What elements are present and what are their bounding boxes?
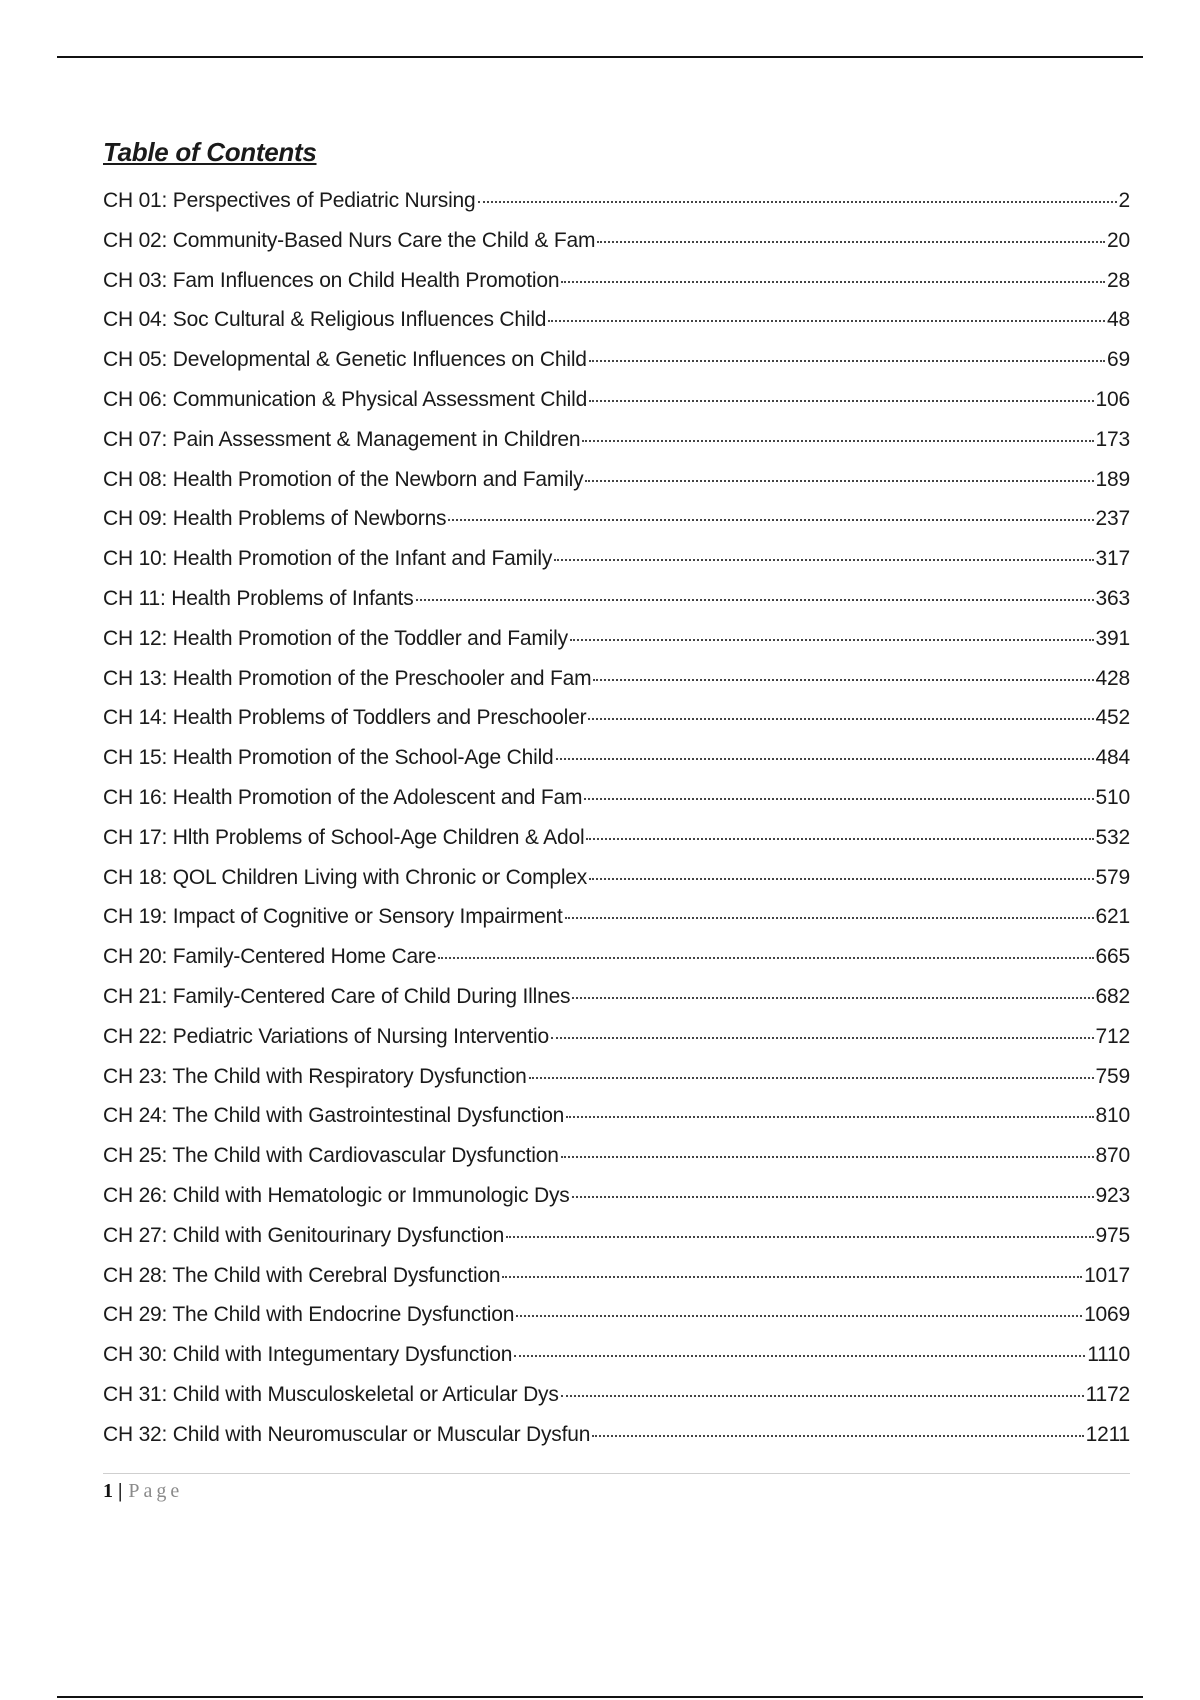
toc-dot-leader [516,1315,1082,1317]
toc-entry[interactable] [103,905,1130,945]
toc-entry-page-number: 106 [1095,387,1130,411]
toc-dot-leader [584,798,1093,800]
toc-entry-label: CH 11: Health Problems of Infants [103,586,414,610]
toc-entry-label: CH 29: The Child with Endocrine Dysfunction [103,1303,515,1327]
toc-entry[interactable] [103,1025,1130,1065]
toc-dot-leader [586,838,1093,840]
toc-entry[interactable] [103,627,1130,667]
toc-entry-label: CH 12: Health Promotion of the Toddler and Family [103,626,568,650]
toc-entry-label: CH 19: Impact of Cognitive or Sensory Impairment [103,905,563,929]
toc-entry[interactable] [103,1224,1130,1264]
toc-entry-label: CH 22: Pediatric Variations of Nursing Interventio [103,1024,549,1048]
toc-entry-page-number: 510 [1095,785,1130,809]
toc-dot-leader [561,1395,1084,1397]
toc-entry-page-number: 923 [1095,1183,1130,1207]
toc-entry-label: CH 21: Family-Centered Care of Child During Illnes [103,984,571,1008]
toc-dot-leader [548,320,1105,322]
toc-dot-leader [478,201,1117,203]
footer-rule [57,1696,1143,1698]
toc-entry[interactable] [103,1383,1130,1423]
toc-dot-leader [506,1236,1093,1238]
toc-entry[interactable] [103,1065,1130,1105]
toc-entry-page-number: 810 [1095,1104,1130,1128]
toc-entry-label: CH 13: Health Promotion of the Preschooler and Fam [103,666,592,690]
toc-entry-page-number: 452 [1095,706,1130,730]
toc-entry-page-number: 579 [1095,865,1130,889]
footer-page-number: 1 [103,1480,113,1502]
toc-entry-page-number: 621 [1095,905,1130,929]
toc-entry-label: CH 16: Health Promotion of the Adolescent and Fam [103,785,583,809]
toc-entry-page-number: 870 [1095,1144,1130,1168]
toc-entry-label: CH 31: Child with Musculoskeletal or Articular Dys [103,1382,559,1406]
toc-entry[interactable] [103,189,1130,229]
toc-entry[interactable] [103,1343,1130,1383]
footer-separator: | [118,1480,123,1502]
toc-entry-list [103,189,1130,1463]
toc-entry-page-number: 48 [1107,308,1130,332]
toc-entry-page-number: 28 [1107,268,1130,292]
toc-dot-leader [585,480,1093,482]
toc-dot-leader [438,957,1093,959]
toc-entry-page-number: 682 [1095,984,1130,1008]
toc-entry-label: CH 10: Health Promotion of the Infant and Family [103,547,553,571]
toc-entry[interactable] [103,746,1130,786]
toc-entry-page-number: 237 [1095,507,1130,531]
toc-dot-leader [416,599,1094,601]
toc-entry-page-number: 189 [1095,467,1130,491]
toc-dot-leader [566,1116,1093,1118]
toc-dot-leader [597,241,1105,243]
toc-entry[interactable] [103,706,1130,746]
toc-dot-leader [593,679,1093,681]
toc-dot-leader [551,1037,1094,1039]
page-footer [103,1473,1130,1503]
toc-dot-leader [589,878,1093,880]
table-of-contents [103,135,1130,1463]
toc-entry[interactable] [103,1303,1130,1343]
toc-entry-label: CH 24: The Child with Gastrointestinal Dysfunction [103,1104,565,1128]
toc-entry-label: CH 30: Child with Integumentary Dysfunction [103,1343,513,1367]
toc-entry-label: CH 23: The Child with Respiratory Dysfunction [103,1064,527,1088]
toc-dot-leader [556,758,1094,760]
toc-dot-leader [592,1435,1083,1437]
toc-entry[interactable] [103,587,1130,627]
toc-entry[interactable] [103,826,1130,866]
toc-entry-page-number: 975 [1095,1223,1130,1247]
footer-page-word: Page [128,1480,184,1502]
toc-entry[interactable] [103,1264,1130,1304]
toc-entry-page-number: 712 [1095,1024,1130,1048]
toc-entry[interactable] [103,1423,1130,1463]
toc-entry[interactable] [103,388,1130,428]
toc-entry-label: CH 09: Health Problems of Newborns [103,507,447,531]
toc-entry[interactable] [103,507,1130,547]
toc-entry-page-number: 2 [1118,189,1130,212]
toc-entry-label: CH 07: Pain Assessment & Management in Children [103,427,581,451]
toc-entry-label: CH 32: Child with Neuromuscular or Muscular Dysfun [103,1422,591,1446]
toc-entry[interactable] [103,786,1130,826]
toc-dot-leader [565,917,1094,919]
toc-entry-label: CH 27: Child with Genitourinary Dysfunction [103,1223,505,1247]
toc-dot-leader [572,997,1093,999]
toc-dot-leader [502,1276,1082,1278]
toc-entry[interactable] [103,428,1130,468]
header-rule [57,56,1143,58]
toc-entry[interactable] [103,229,1130,269]
toc-entry[interactable] [103,269,1130,309]
toc-entry-label: CH 14: Health Problems of Toddlers and Preschooler [103,706,587,730]
toc-entry-page-number: 20 [1107,228,1130,252]
toc-entry-label: CH 02: Community-Based Nurs Care the Child & Fam [103,228,596,252]
toc-title: Table of Contents [103,137,317,167]
toc-entry-page-number: 428 [1095,666,1130,690]
toc-entry-label: CH 06: Communication & Physical Assessment Child [103,387,588,411]
toc-dot-leader [561,1156,1094,1158]
toc-entry[interactable] [103,667,1130,707]
toc-entry-page-number: 363 [1095,586,1130,610]
toc-entry-label: CH 18: QOL Children Living with Chronic or Complex [103,865,588,889]
toc-entry[interactable] [103,348,1130,388]
toc-entry-page-number: 173 [1095,427,1130,451]
toc-entry[interactable] [103,866,1130,906]
toc-entry-label: CH 20: Family-Centered Home Care [103,945,437,969]
toc-dot-leader [582,440,1093,442]
toc-entry-label: CH 25: The Child with Cardiovascular Dysfunction [103,1144,559,1168]
toc-entry[interactable] [103,308,1130,348]
toc-entry-label: CH 26: Child with Hematologic or Immunologic Dys [103,1183,570,1207]
toc-entry[interactable] [103,468,1130,508]
toc-entry-page-number: 532 [1095,825,1130,849]
toc-dot-leader [554,559,1093,561]
toc-entry[interactable] [103,1144,1130,1184]
toc-entry-page-number: 1172 [1085,1382,1130,1406]
toc-dot-leader [529,1077,1094,1079]
toc-entry-label: CH 03: Fam Influences on Child Health Promotion [103,268,560,292]
toc-dot-leader [570,639,1094,641]
toc-entry-page-number: 391 [1095,626,1130,650]
toc-dot-leader [448,519,1093,521]
toc-entry[interactable] [103,547,1130,587]
toc-entry-page-number: 665 [1095,945,1130,969]
toc-dot-leader [572,1196,1094,1198]
toc-entry-page-number: 317 [1095,547,1130,571]
toc-entry-label: CH 04: Soc Cultural & Religious Influences Child [103,308,547,332]
toc-entry[interactable] [103,1104,1130,1144]
toc-entry-page-number: 759 [1095,1064,1130,1088]
toc-entry[interactable] [103,1184,1130,1224]
toc-entry-label: CH 17: Hlth Problems of School-Age Children & Adol [103,825,585,849]
toc-entry-page-number: 1017 [1084,1263,1130,1287]
toc-dot-leader [514,1355,1085,1357]
toc-entry-label: CH 01: Perspectives of Pediatric Nursing [103,189,476,212]
toc-dot-leader [589,360,1105,362]
toc-entry-page-number: 484 [1095,746,1130,770]
toc-entry-label: CH 08: Health Promotion of the Newborn and Family [103,467,584,491]
toc-entry[interactable] [103,985,1130,1025]
toc-entry[interactable] [103,945,1130,985]
toc-dot-leader [589,400,1093,402]
toc-entry-page-number: 1211 [1085,1422,1130,1446]
toc-entry-label: CH 05: Developmental & Genetic Influences on Child [103,348,587,372]
toc-entry-page-number: 1110 [1087,1343,1130,1367]
toc-dot-leader [561,281,1105,283]
toc-entry-label: CH 15: Health Promotion of the School-Age Child [103,746,554,770]
toc-entry-page-number: 1069 [1084,1303,1130,1327]
toc-entry-page-number: 69 [1107,348,1130,372]
toc-entry-label: CH 28: The Child with Cerebral Dysfunction [103,1263,501,1287]
toc-dot-leader [588,718,1093,720]
